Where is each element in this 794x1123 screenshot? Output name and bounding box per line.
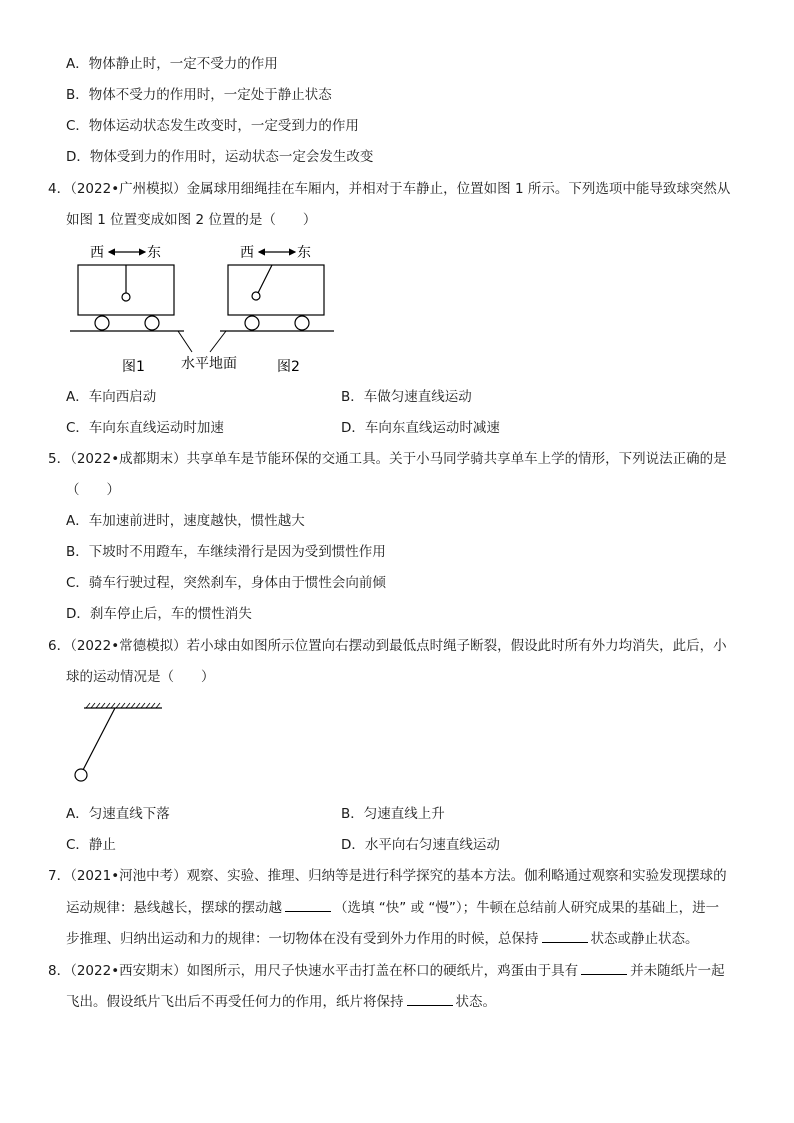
fig1-east-label: 东 [147, 245, 161, 261]
fig2-cart-body [228, 265, 324, 315]
q4-option-c: C．车向东直线运动时加速 [66, 420, 224, 436]
fig1-caption: 图1 [122, 359, 145, 375]
q3-option-b: B．物体不受力的作用时，一定处于静止状态 [66, 87, 332, 103]
ground-pointer-right [210, 331, 226, 352]
q7-line3-text-b: 状态或静止状态。 [590, 931, 699, 947]
q5-stem-line2: （ ） [66, 482, 120, 498]
q5-stem-line1: 5．（2022•成都期末）共享单车是节能环保的交通工具。关于小马同学骑共享单车上学的情形，下列说法正确的是 [48, 451, 727, 467]
fig2-ball [252, 292, 260, 300]
fig1-ball [122, 293, 130, 301]
q8-line1-text-b: 并未随纸片一起 [630, 963, 725, 979]
q8-blank-1[interactable] [581, 961, 627, 975]
q4-option-b: B．车做匀速直线运动 [341, 389, 472, 405]
fig2-caption: 图2 [277, 359, 300, 375]
q8-line1-text-a: 8．（2022•西安期末）如图所示，用尺子快速水平击打盖在杯口的硬纸片，鸡蛋由于具有 [48, 963, 579, 979]
q7-line2-text-a: 运动规律：悬线越长，摆球的摆动越 [66, 900, 282, 916]
q7-stem-line3 [66, 929, 699, 948]
q7-line2-text-b: （选填 “快” 或 “慢”）；牛顿在总结前人研究成果的基础上，进一 [334, 900, 720, 916]
q8-blank-2[interactable] [407, 992, 453, 1006]
fig1-wheel-left [95, 316, 109, 330]
q4-figure [60, 235, 360, 380]
q4-option-a: A．车向西启动 [66, 389, 157, 405]
q5-option-d: D．刹车停止后，车的惯性消失 [66, 606, 252, 622]
fig1-west-label: 西 [90, 245, 104, 261]
q7-stem-line1: 7．（2021•河池中考）观察、实验、推理、归纳等是进行科学探究的基本方法。伽利略通过观察和实验发现摆球的 [48, 868, 727, 884]
q8-stem-line2 [66, 992, 496, 1011]
q6-pendulum-figure [72, 700, 172, 790]
fig1-wheel-right [145, 316, 159, 330]
fig2-wheel-right [295, 316, 309, 330]
q6-option-c: C．静止 [66, 837, 116, 853]
q8-line2-text-a: 飞出。假设纸片飞出后不再受任何力的作用，纸片将保持 [66, 994, 404, 1010]
q7-blank-2[interactable] [542, 929, 588, 943]
q6-option-b: B．匀速直线上升 [341, 806, 445, 822]
q8-stem-line1 [48, 961, 725, 980]
pendulum-ball [75, 769, 87, 781]
q5-option-a: A．车加速前进时，速度越快，惯性越大 [66, 513, 305, 529]
ceiling-hatching [86, 703, 160, 708]
q6-stem-line2: 球的运动情况是（ ） [66, 669, 215, 685]
q3-option-d: D．物体受到力的作用时，运动状态一定会发生改变 [66, 149, 374, 165]
q4-option-d: D．车向东直线运动时减速 [341, 420, 500, 436]
q6-stem-line1: 6．（2022•常德模拟）若小球由如图所示位置向右摆动到最低点时绳子断裂，假设此时所有外力均消失，此后，小 [48, 638, 727, 654]
q7-line3-text-a: 步推理、归纳出运动和力的规律：一切物体在没有受到外力作用的时候，总保持 [66, 931, 539, 947]
q3-option-c: C．物体运动状态发生改变时，一定受到力的作用 [66, 118, 359, 134]
fig2-east-label: 东 [297, 245, 311, 261]
q7-stem-line2 [66, 898, 719, 917]
q3-option-a: A．物体静止时，一定不受力的作用 [66, 56, 278, 72]
q4-stem-line2: 如图 1 位置变成如图 2 位置的是（ ） [66, 212, 317, 228]
ground-label: 水平地面 [181, 356, 237, 372]
ground-pointer-left [178, 331, 192, 352]
q8-line2-text-b: 状态。 [455, 994, 496, 1010]
q6-option-a: A．匀速直线下落 [66, 806, 170, 822]
q6-option-d: D．水平向右匀速直线运动 [341, 837, 500, 853]
fig2-west-label: 西 [240, 245, 254, 261]
q7-blank-1[interactable] [285, 898, 331, 912]
q5-option-b: B．下坡时不用蹬车，车继续滑行是因为受到惯性作用 [66, 544, 386, 560]
pendulum-string [83, 708, 115, 770]
fig2-wheel-left [245, 316, 259, 330]
q5-option-c: C．骑车行驶过程，突然刹车，身体由于惯性会向前倾 [66, 575, 386, 591]
q4-stem-line1: 4．（2022•广州模拟）金属球用细绳挂在车厢内，并相对于车静止，位置如图 1 所示。下列选项中能导致球突然从 [48, 181, 731, 197]
fig2-string [258, 265, 272, 293]
